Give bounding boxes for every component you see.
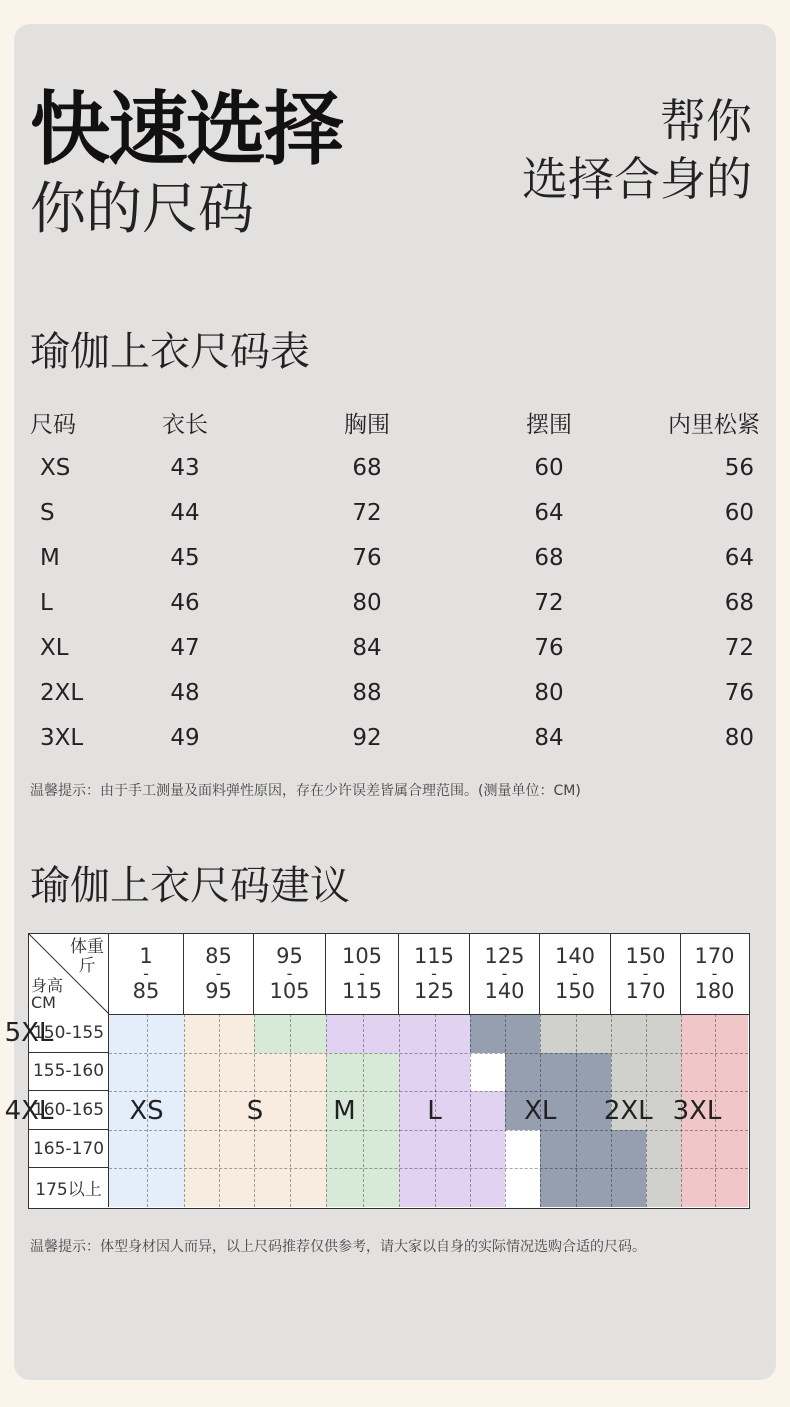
size-label-5xl: 5XL: [4, 1018, 54, 1049]
weight-column-header: 85 - 95: [184, 934, 254, 1014]
size-chart-row: [30, 625, 760, 670]
tagline-line2: 选择合身的: [522, 152, 752, 206]
size-cell: XS: [40, 454, 71, 481]
tagline-line1: 帮你: [660, 94, 752, 148]
page-title: 快速选择: [30, 83, 342, 176]
size-label-l: L: [427, 1095, 442, 1126]
size-cell: 2XL: [40, 679, 84, 706]
weight-column-header: 105 - 115: [326, 934, 399, 1014]
measurement-cell: 49: [170, 724, 200, 751]
measurement-cell: 60: [534, 454, 564, 481]
measurement-cell: 43: [170, 454, 200, 481]
column-header: 胸围: [344, 412, 390, 438]
weight-axis-label: 体重 斤: [70, 937, 104, 976]
measurement-cell: 68: [352, 454, 382, 481]
grid-dash-vertical: [326, 1014, 327, 1207]
size-recommendation-grid: [4, 933, 750, 1209]
size-cell: S: [40, 499, 55, 526]
measurement-cell: 68: [724, 589, 754, 616]
measurement-cell: 80: [724, 724, 754, 751]
size-chart-row: [30, 490, 760, 535]
size-label-xs: XS: [129, 1095, 164, 1126]
measurement-cell: 84: [534, 724, 564, 751]
column-header: 尺码: [30, 412, 76, 438]
column-header: 内里松紧: [668, 412, 760, 438]
measurement-cell: 88: [352, 679, 382, 706]
grid-dash-vertical: [505, 1014, 506, 1207]
page-subtitle: 你的尺码: [30, 177, 254, 242]
size-chart-row: [30, 670, 760, 715]
size-cell: 3XL: [40, 724, 84, 751]
size-label-xl: XL: [524, 1095, 557, 1126]
measurement-cell: 92: [352, 724, 382, 751]
grid-corner-header: [29, 934, 109, 1014]
grid-dash-horizontal: [109, 1168, 748, 1169]
grid-dash-horizontal: [109, 1130, 748, 1131]
grid-dash-vertical: [184, 1014, 185, 1207]
weight-column-header: 115 - 125: [399, 934, 470, 1014]
size-cell: XL: [40, 634, 69, 661]
size-label-m: M: [333, 1095, 356, 1126]
measurement-cell: 60: [724, 499, 754, 526]
column-header: 衣长: [162, 412, 208, 438]
height-row-label: 165-170: [29, 1130, 109, 1169]
height-row-label: 150-155: [29, 1014, 109, 1053]
weight-column-header: 170 - 180: [694, 943, 735, 1004]
size-chart-row: [30, 580, 760, 625]
height-row-label: 155-160: [29, 1053, 109, 1092]
measurement-cell: 56: [724, 454, 754, 481]
column-header: 摆围: [526, 412, 572, 438]
measurement-cell: 72: [724, 634, 754, 661]
measurement-cell: 76: [724, 679, 754, 706]
weight-column-header: 1 - 85: [109, 934, 184, 1014]
size-label-s: S: [246, 1095, 264, 1126]
size-chart-note: 温馨提示：由于手工测量及面料弹性原因，存在少许误差皆属合理范围。(测量单位：CM): [30, 783, 581, 799]
measurement-cell: 48: [170, 679, 200, 706]
size-chart-title: 瑜伽上衣尺码表: [30, 329, 310, 375]
size-label-2xl: 2XL: [603, 1095, 653, 1126]
measurement-cell: 84: [352, 634, 382, 661]
measurement-cell: 76: [534, 634, 564, 661]
grid-dash-vertical: [219, 1014, 220, 1207]
height-row-label: 160-165: [29, 1091, 109, 1130]
weight-column-header: 95 - 105: [254, 934, 326, 1014]
size-region-xl: [505, 1053, 540, 1092]
grid-dash-vertical: [399, 1014, 400, 1207]
measurement-cell: 72: [534, 589, 564, 616]
measurement-cell: 72: [352, 499, 382, 526]
size-chart-table: [30, 400, 760, 760]
measurement-cell: 80: [534, 679, 564, 706]
measurement-cell: 68: [534, 544, 564, 571]
recommendation-note: 温馨提示：体型身材因人而异，以上尺码推荐仅供参考，请大家以自身的实际情况选购合适的尺码。: [30, 1239, 646, 1255]
weight-column-header: 140 - 150: [540, 934, 611, 1014]
measurement-cell: 47: [170, 634, 200, 661]
measurement-cell: 46: [170, 589, 200, 616]
recommendation-title: 瑜伽上衣尺码建议: [30, 863, 350, 909]
size-region-l: [470, 1091, 505, 1207]
grid-dash-horizontal: [109, 1053, 748, 1054]
size-chart-row: [30, 535, 760, 580]
grid-dash-vertical: [470, 1014, 471, 1207]
measurement-cell: 64: [534, 499, 564, 526]
grid-header-divider: [29, 1014, 749, 1015]
grid-dash-horizontal: [109, 1091, 748, 1092]
height-row-label: 175以上: [29, 1168, 109, 1207]
grid-dash-vertical: [290, 1014, 291, 1207]
measurement-cell: 64: [724, 544, 754, 571]
weight-column-header: 125 - 140: [470, 934, 540, 1014]
grid-dash-vertical: [363, 1014, 364, 1207]
measurement-cell: 80: [352, 589, 382, 616]
size-chart-row: [30, 445, 760, 490]
grid-dash-vertical: [576, 1014, 577, 1207]
measurement-cell: 76: [352, 544, 382, 571]
size-cell: M: [40, 544, 60, 571]
size-chart-row: [30, 715, 760, 760]
height-axis-label: 身高 CM: [31, 975, 64, 1013]
size-chart-header-row: [30, 400, 760, 445]
weight-column-header: 150 - 170: [611, 934, 681, 1014]
measurement-cell: 44: [170, 499, 200, 526]
size-label-3xl: 3XL: [672, 1095, 722, 1126]
measurement-cell: 45: [170, 544, 200, 571]
size-cell: L: [40, 589, 53, 616]
size-label-4xl: 4XL: [4, 1095, 54, 1126]
